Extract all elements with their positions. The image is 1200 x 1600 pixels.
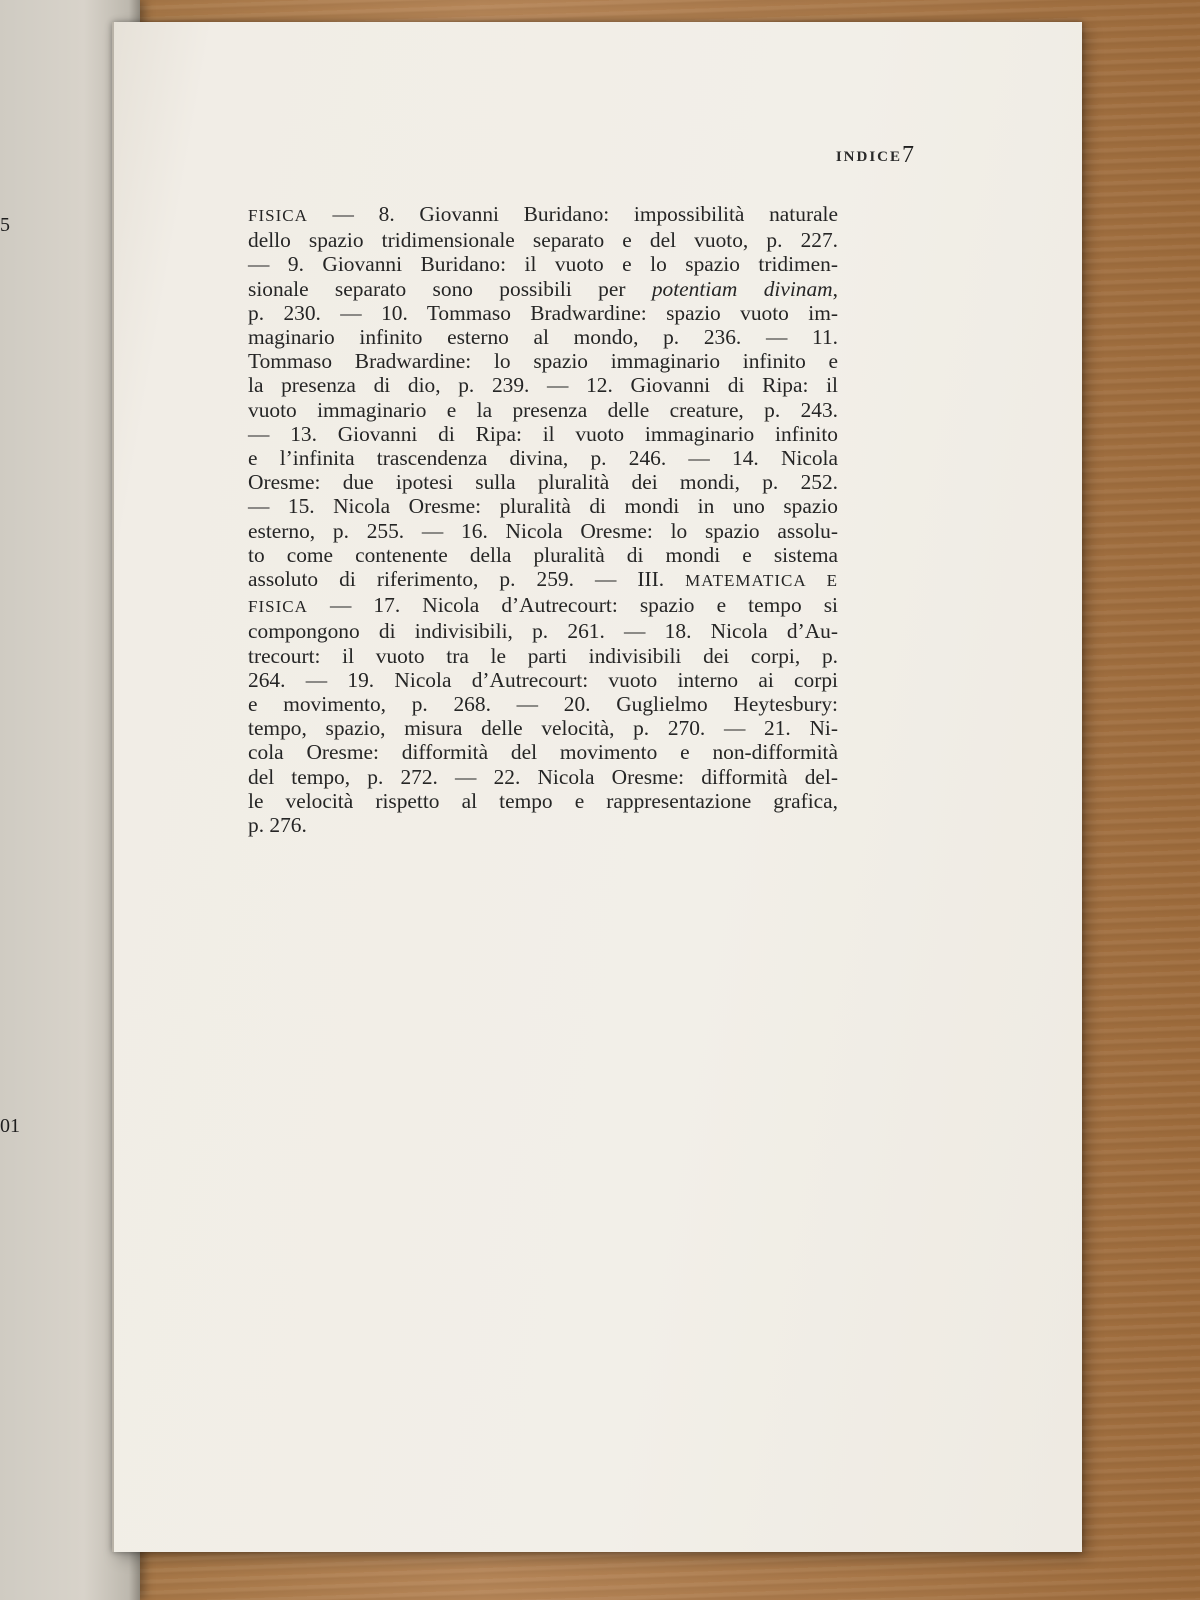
section-label: FISICA: [248, 597, 308, 617]
index-line: [248, 494, 838, 518]
index-line: [248, 789, 838, 813]
index-line: [248, 668, 838, 692]
section-label: FISICA: [248, 206, 308, 225]
running-head: INDICE: [835, 149, 902, 165]
index-line: [248, 422, 838, 446]
index-text: tempo, spazio, misura delle velocità, p. 270. — 21. Ni-: [248, 716, 838, 741]
index-text: dello spazio tridimensionale separato e del vuoto, p. 227.: [248, 228, 838, 253]
index-line: [248, 593, 838, 619]
index-text: — 15. Nicola Oresme: pluralità di mondi in uno spazio: [248, 494, 838, 519]
italic-phrase: potentiam divinam: [651, 276, 833, 301]
right-page: [112, 22, 1082, 1552]
index-text: cola Oresme: difformità del movimento e non-difformità: [248, 740, 838, 765]
index-line: [248, 252, 838, 276]
index-line: [248, 202, 838, 228]
index-text: — 9. Giovanni Buridano: il vuoto e lo spazio tridimen-: [248, 252, 838, 277]
index-line: [248, 228, 838, 252]
index-text: e l’infinita trascendenza divina, p. 246. — 14. Nicola: [248, 446, 838, 471]
index-line: [248, 301, 838, 325]
index-text: Oresme: due ipotesi sulla pluralità dei mondi, p. 252.: [248, 470, 838, 495]
index-line: [248, 446, 838, 470]
left-page-edge-digit: 5: [0, 214, 10, 236]
index-text: — 8. Giovanni Buridano: impossibilità naturale: [307, 202, 838, 226]
index-line: [248, 567, 838, 593]
index-text: ,: [832, 276, 838, 301]
index-line: [248, 373, 838, 397]
index-text: p. 230. — 10. Tommaso Bradwardine: spazio vuoto im-: [248, 300, 838, 325]
index-line: [248, 277, 838, 301]
index-text: la presenza di dio, p. 239. — 12. Giovanni di Ripa: il: [248, 373, 838, 398]
index-line: [248, 398, 838, 422]
index-line: [248, 349, 838, 373]
index-line: [248, 519, 838, 543]
index-text: assoluto di riferimento, p. 259. — III.: [248, 567, 686, 592]
index-text: esterno, p. 255. — 16. Nicola Oresme: lo spazio assolu-: [248, 518, 838, 543]
index-text: 264. — 19. Nicola d’Autrecourt: vuoto interno ai corpi: [248, 667, 838, 692]
index-line: [248, 644, 838, 668]
section-label: MATEMATICA E: [685, 571, 838, 591]
index-line: [248, 716, 838, 740]
index-text: Tommaso Bradwardine: lo spazio immaginario infinito e: [248, 349, 838, 374]
index-line: [248, 470, 838, 494]
index-text: sionale separato sono possibili per: [248, 276, 652, 301]
index-line: [248, 813, 838, 837]
index-line: [248, 740, 838, 764]
index-text: compongono di indivisibili, p. 261. — 18. Nicola d’Au-: [248, 619, 838, 644]
index-text: e movimento, p. 268. — 20. Guglielmo Heytesbury:: [248, 692, 838, 717]
index-line: [248, 543, 838, 567]
index-text: to come contenente della pluralità di mondi e sistema: [248, 542, 838, 567]
index-line: [248, 765, 838, 789]
index-text: del tempo, p. 272. — 22. Nicola Oresme: difformità del-: [248, 764, 838, 789]
index-text: — 13. Giovanni di Ripa: il vuoto immaginario infinito: [248, 421, 838, 446]
index-text: le velocità rispetto al tempo e rappresentazione grafica,: [248, 788, 838, 813]
left-page-edge-digit: 01: [0, 1115, 20, 1137]
index-text-block: [248, 202, 838, 837]
index-line: [248, 619, 838, 643]
index-line: [248, 692, 838, 716]
index-text: maginario infinito esterno al mondo, p. 236. — 11.: [248, 325, 838, 350]
index-text: trecourt: il vuoto tra le parti indivisibili dei corpi, p.: [248, 643, 838, 668]
index-text: p. 276.: [248, 813, 307, 838]
index-line: [248, 325, 838, 349]
index-text: — 17. Nicola d’Autrecourt: spazio e tempo si: [307, 593, 838, 618]
page-number: 7: [902, 142, 914, 168]
index-text: vuoto immaginario e la presenza delle creature, p. 243.: [248, 397, 838, 422]
